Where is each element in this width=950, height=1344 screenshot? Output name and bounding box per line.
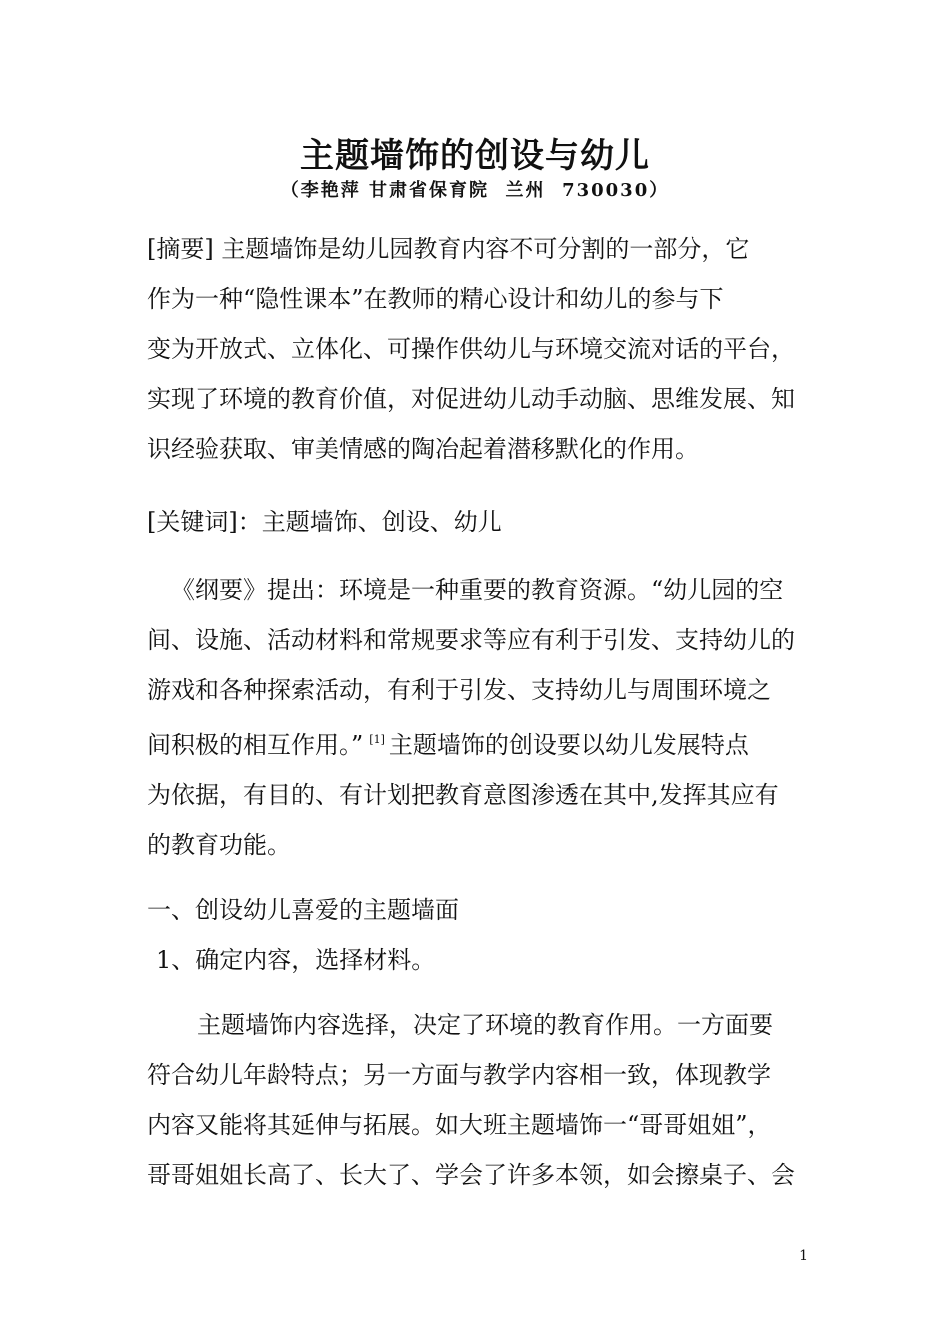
citation-reference: [1] [369, 733, 385, 746]
paragraph-intro [147, 565, 817, 870]
abstract [147, 224, 817, 474]
abstract-line: 识经验获取、审美情感的陶冶起着潜移默化的作用。 [147, 435, 699, 463]
paragraph-line: 《纲要》提出：环境是一种重要的教育资源。“幼儿园的空 [171, 576, 784, 604]
paragraph-line-with-citation [147, 715, 817, 770]
abstract-line: 变为开放式、立体化、可操作供幼儿与环境交流对话的平台， [147, 335, 795, 363]
page-number: 1 [799, 1248, 808, 1264]
paragraph-line: 内容又能将其延伸与拓展。如大班主题墙饰一“哥哥姐姐”， [147, 1111, 772, 1139]
paragraph-line: 主题墙饰内容选择，决定了环境的教育作用。一方面要 [197, 1011, 773, 1039]
paragraph-content [147, 1000, 817, 1200]
keywords: [关键词]：主题墙饰、创设、幼儿 [147, 508, 502, 536]
paragraph-line: 为依据，有目的、有计划把教育意图渗透在其中,发挥其应有 [147, 781, 779, 809]
paragraph-line: 间、设施、活动材料和常规要求等应有利于引发、支持幼儿的 [147, 626, 795, 654]
abstract-line: [摘要] 主题墙饰是幼儿园教育内容不可分割的一部分，它 [147, 235, 750, 263]
section-heading: 一、创设幼儿喜爱的主题墙面 [147, 896, 459, 924]
paragraph-line: 符合幼儿年龄特点；另一方面与教学内容相一致，体现教学 [147, 1061, 771, 1089]
subsection-heading: 1、确定内容，选择材料。 [156, 946, 436, 974]
author-line: （李艳萍 甘肃省保育院 兰州 730030） [280, 180, 670, 201]
paragraph-text: 主题墙饰的创设要以幼儿发展特点 [388, 731, 749, 759]
abstract-line: 作为一种“隐性课本”在教师的精心设计和幼儿的参与下 [147, 285, 724, 313]
paragraph-line: 游戏和各种探索活动，有利于引发、支持幼儿与周围环境之 [147, 676, 771, 704]
paragraph-line: 哥哥姐姐长高了、长大了、学会了许多本领，如会擦桌子、会 [147, 1161, 795, 1189]
paper-title: 主题墙饰的创设与幼儿 [300, 136, 650, 176]
paragraph-line: 的教育功能。 [147, 831, 291, 859]
abstract-line: 实现了环境的教育价值，对促进幼儿动手动脑、思维发展、知 [147, 385, 795, 413]
paragraph-text: 间积极的相互作用。” [147, 731, 364, 759]
